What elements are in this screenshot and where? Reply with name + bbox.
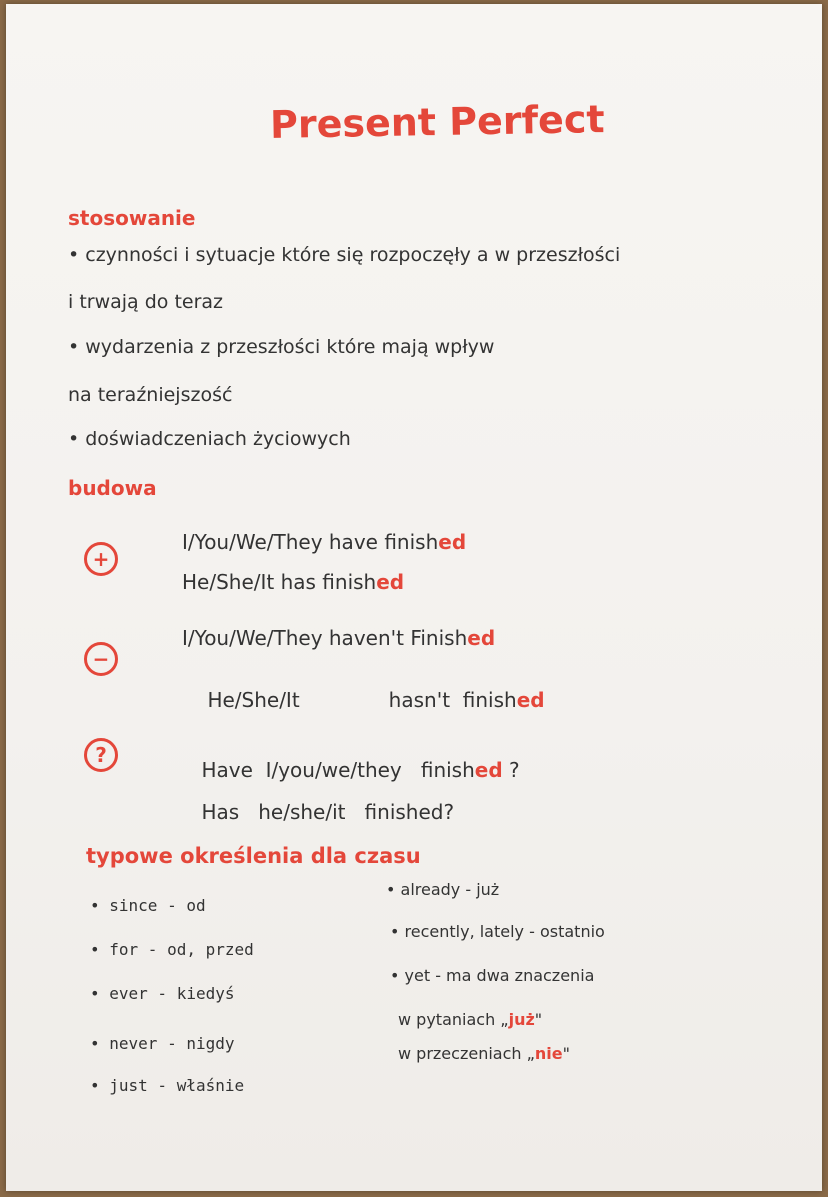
positive-line: I/You/We/They have finished bbox=[182, 530, 467, 554]
question-icon: ? bbox=[84, 738, 118, 772]
positive-line: He/She/It has finished bbox=[182, 570, 405, 594]
usage-line: i trwają do teraz bbox=[68, 291, 224, 313]
usage-line: • czynności i sytuacje które się rozpoczęły a w przeszłości bbox=[68, 244, 621, 266]
plus-icon: + bbox=[84, 542, 118, 576]
notebook-page bbox=[6, 4, 822, 1191]
question-line: Have I/you/we/they finished ? bbox=[201, 758, 520, 782]
structure-heading: budowa bbox=[68, 476, 157, 500]
usage-line: • doświadczeniach życiowych bbox=[68, 428, 351, 450]
time-expression-item: • ever - kiedyś bbox=[90, 984, 235, 1003]
time-expression-item: • never - nigdy bbox=[90, 1034, 235, 1053]
usage-heading: stosowanie bbox=[68, 206, 196, 230]
time-expression-item: • recently, lately - ostatnio bbox=[390, 922, 605, 941]
time-expression-item: • for - od, przed bbox=[90, 940, 254, 959]
page-title: Present Perfect bbox=[269, 97, 605, 147]
negative-line: He/She/It hasn't finished bbox=[207, 688, 545, 712]
yet-negative-note: w przeczeniach „nie" bbox=[398, 1044, 570, 1063]
time-expression-item: • already - już bbox=[386, 880, 500, 899]
minus-icon: − bbox=[84, 642, 118, 676]
time-expression-item: • just - właśnie bbox=[90, 1076, 245, 1095]
yet-question-note: w pytaniach „już" bbox=[398, 1010, 543, 1029]
usage-line: • wydarzenia z przeszłości które mają wpływ bbox=[68, 336, 495, 358]
time-expression-item: • since - od bbox=[90, 896, 206, 915]
time-expressions-heading: typowe określenia dla czasu bbox=[86, 844, 421, 868]
time-expression-item: • yet - ma dwa znaczenia bbox=[390, 966, 595, 985]
usage-line: na teraźniejszość bbox=[68, 384, 233, 406]
question-line: Has he/she/it finished? bbox=[201, 800, 455, 824]
negative-line: I/You/We/They haven't Finished bbox=[182, 626, 496, 650]
